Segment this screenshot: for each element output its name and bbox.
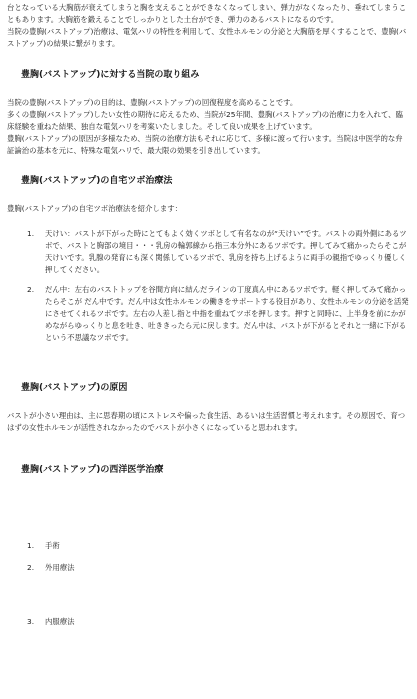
list-text: 手術 — [45, 541, 60, 550]
tsubo-intro: 豊胸(バストアップ)の自宅ツボ治療法を紹介します： — [7, 204, 183, 213]
section-heading-tsubo: 豊胸(バストアップ)の自宅ツボ治療法 — [21, 176, 173, 186]
list-item — [27, 540, 409, 552]
list-item — [27, 616, 409, 628]
list-text: だん中：左右のバストトップを谷間方向に結んだラインの丁度真ん中にあるツボです。軽く押してみて痛かったらそこが だん中です。だん中は女性ホルモンの働きをサポートする役目があり、女性ホルモンの分泌を活発にさせてくれるツボです。左右の人差し指と中指を重ねてツボを押します。押すと同時に、上半身を前にかがめながらゆっくりと息を吐き、吐ききったら元に戻します。だん中は、バストが下がるとそれと一緒に下がるという不思議なツボです。 — [45, 285, 409, 342]
list-text: 天けい：バストが下がった時にとてもよく効くツボとして有名なのが“天けい”です。バストの両外側にあるツボで、バストと胸部の境目・・・乳房の輪郭線から指三本分外にあるツボです。押してみて痛かったらそこが天けいです。乳腺の発育にも深く関係しているツボで、乳房を持ち上げるように両手の親指でゆっくり優しく押してください。 — [45, 229, 407, 274]
list-number: 1. — [27, 229, 35, 238]
list-number: 1. — [27, 541, 35, 550]
approach-paragraph: 多くの豊胸(バストアップ)したい女性の期待に応えるため、当院が25年間、豊胸(バストアップ)の治療に力を入れて、臨床経験を重ねた結果、独自な電気ハリを考案いたしました。そして良い成果を上げています。 — [7, 110, 403, 131]
approach-section — [7, 97, 409, 157]
list-item — [27, 228, 409, 276]
western-treatment-list — [7, 540, 409, 628]
list-text: 外用療法 — [45, 563, 75, 572]
list-number: 2. — [27, 563, 35, 572]
approach-paragraph: 当院の豊胸(バストアップ)の目的は、豊胸(バストアップ)の回復程度を高めることです。 — [7, 98, 298, 107]
list-item — [27, 284, 409, 344]
list-text: 内服療法 — [45, 617, 75, 626]
approach-paragraph: 豊胸(バストアップ)の原因が多様なため、当院の治療方法もそれに応じて、多様に渡って行います。当院は中医学的な弁証論治の基本を元に、特殊な電気ハリで、最大限の効果を引き出しています。 — [7, 134, 403, 155]
section-heading-approach: 豊胸(バストアップ)に対する当院の取り組み — [21, 70, 200, 80]
section-heading-cause: 豊胸(バストアップ)の原因 — [21, 383, 128, 393]
list-number: 3. — [27, 617, 35, 626]
intro-section — [7, 0, 409, 50]
intro-paragraph: 台となっている大胸筋が衰えてしまうと胸を支えることができなくなってしまい、弾力がなくなったり、垂れてしまうこともあります。大胸筋を鍛えることでしっかりとした土台ができ、弾力のあるバストになるのです。 — [7, 3, 407, 24]
tsubo-list — [7, 228, 409, 344]
section-heading-western: 豊胸(バストアップ)の西洋医学治療 — [21, 465, 164, 475]
list-number: 2. — [27, 285, 35, 294]
intro-paragraph: 当院の豊胸(バストアップ)治療は、電気ハリの特性を利用して、女性ホルモンの分泌と大胸筋を厚くすることで、豊胸(バストアップ)の結果に繋がります。 — [7, 27, 407, 48]
list-item — [27, 562, 409, 574]
cause-paragraph: バストが小さい理由は、主に思春期の頃にストレスや偏った食生活、あるいは生活習慣と考えれます。その原因で、育つはずの女性ホルモンが活性されなかったのでバストが小さくになっていると思われます。 — [7, 411, 406, 432]
